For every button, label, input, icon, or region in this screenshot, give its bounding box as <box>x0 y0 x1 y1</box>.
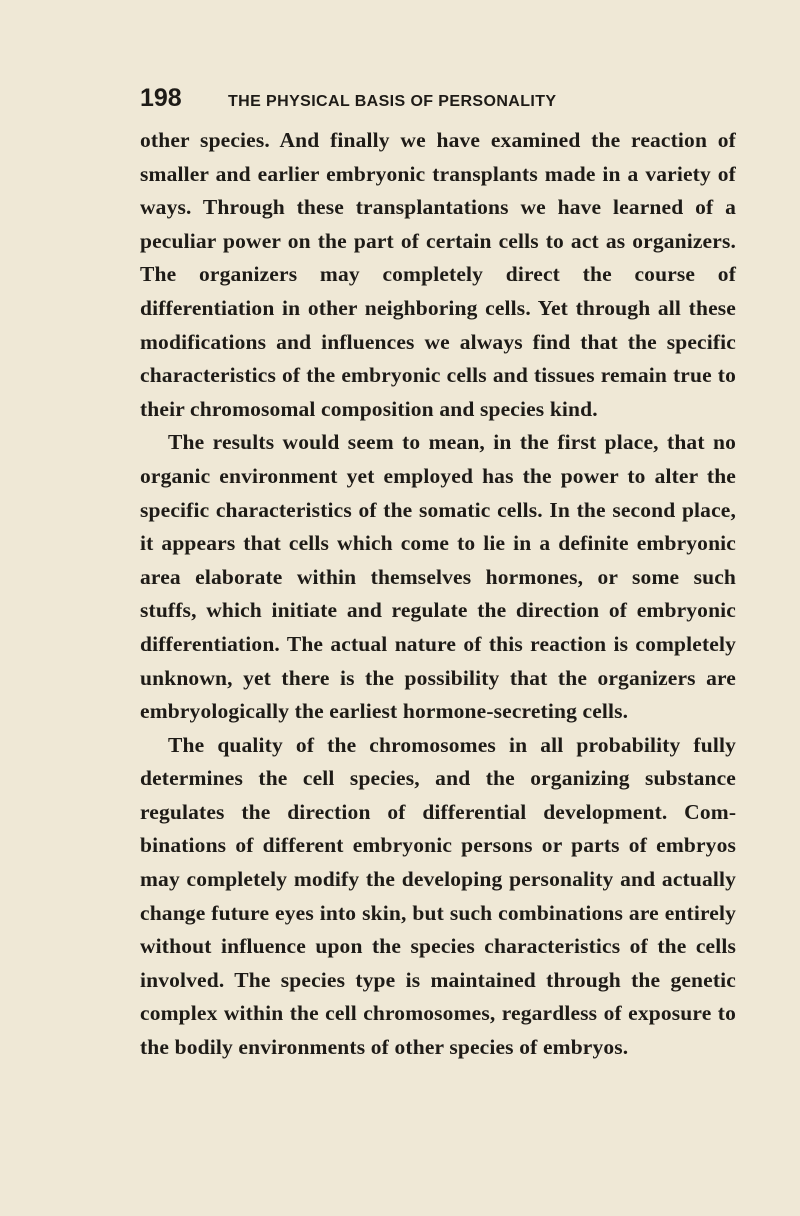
body-text <box>140 124 736 1065</box>
paragraph-results: The results would seem to mean, in the first place, that no organic environment yet employed has the power to alter the specific characteristics of the somatic cells. In the second place, it appears that cells which come to lie in a definite embryonic area elaborate within themselves hormones, or some such stuffs, which initiate and regulate the direction of embryonic differentiation. The actual nature of this reaction is completely unknown, yet there is the possibility that the organizers are embryologically the earliest hormone-secreting cells. <box>140 430 736 724</box>
page-number: 198 <box>140 84 182 112</box>
paragraph-continued: other species. And finally we have examined the reaction of smaller and earlier embryonic transplants made in a variety of ways. Through these transplantations we have learned of a peculiar power on the part of certain cells to act as organizers. The organizers may completely direct the course of differentiation in other neighboring cells. Yet through all these modifications and influences we always find that the specific characteristics of the embryonic cells and tissues remain true to their chromosomal composition and species kind. <box>140 128 736 421</box>
book-page <box>140 84 736 1065</box>
running-title: THE PHYSICAL BASIS OF PERSONALITY <box>228 93 557 110</box>
running-head <box>140 84 736 124</box>
paragraph-chromosomes: The quality of the chromosomes in all probability fully determines the cell species, and the organizing substance regulates the direction of differential development. Combinations of different embryonic persons or parts of embryos may completely modify the developing personality and actually change future eyes into skin, but such combinations are entirely without influence upon the species characteristics of the cells involved. The species type is maintained through the genetic complex within the cell chromosomes, regardless of exposure to the bodily environments of other species of embryos. <box>140 732 736 1060</box>
